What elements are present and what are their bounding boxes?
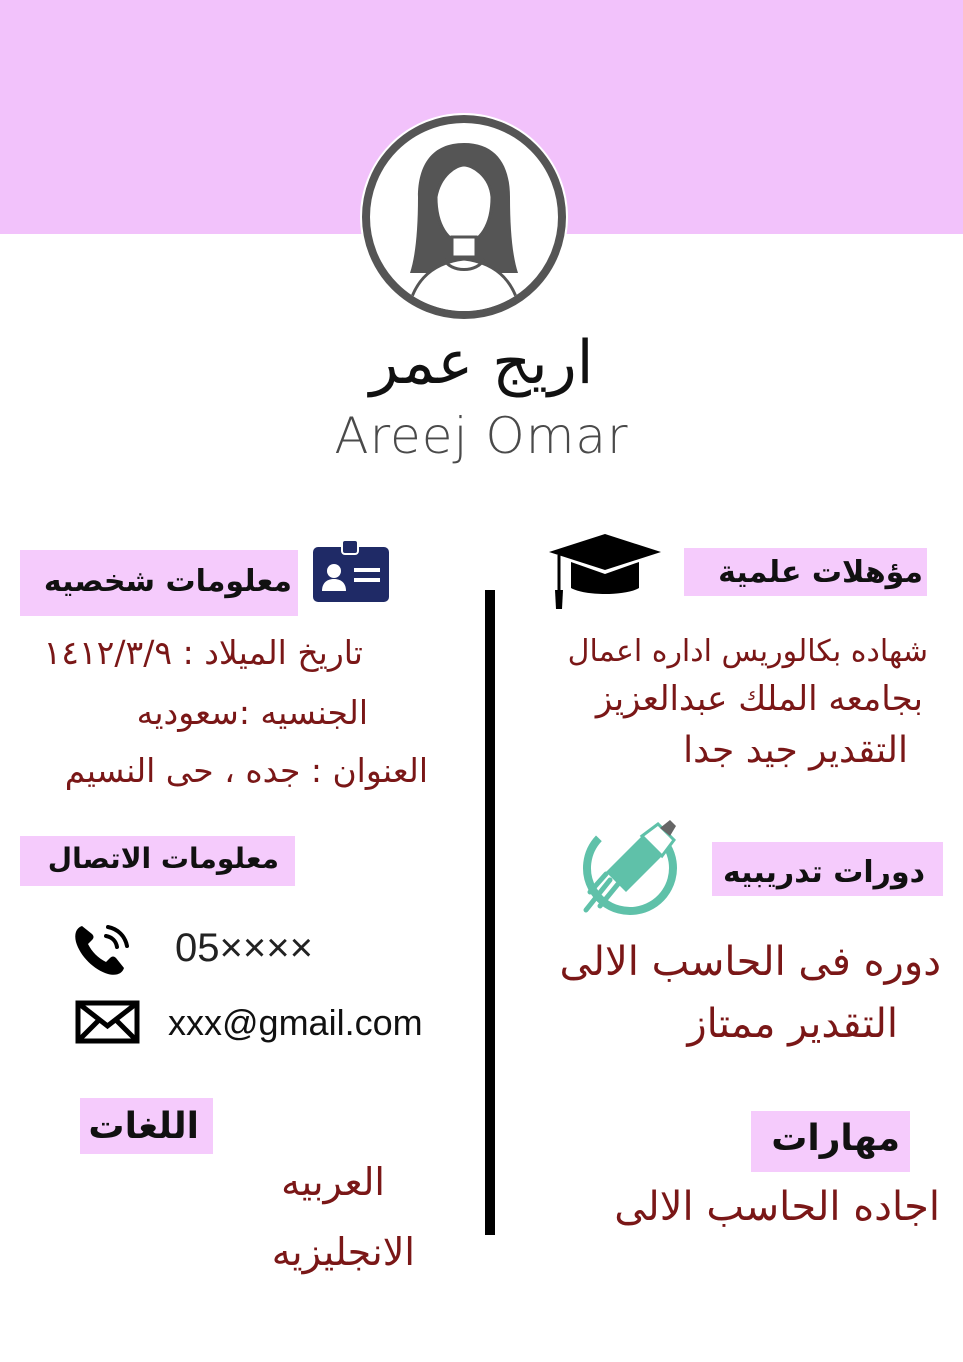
pencil-rocket-icon xyxy=(580,818,680,916)
id-card-icon xyxy=(312,536,390,604)
nationality: الجنسيه :سعوديه xyxy=(136,693,368,732)
courses-heading: دورات تدريبيه xyxy=(712,842,943,896)
phone-number: 05×××× xyxy=(175,926,313,970)
skills-heading: مهارات xyxy=(751,1111,910,1172)
name-english: Areej Omar xyxy=(334,407,629,465)
university-line: بجامعه الملك عبدالعزيز xyxy=(595,679,923,719)
languages-heading: اللغات xyxy=(80,1098,213,1154)
birth-date: تاريخ الميلاد : ١٤١٢/٣/٩ xyxy=(43,633,363,672)
course-grade: التقدير ممتاز xyxy=(687,1001,898,1047)
name-arabic: اريج عمر xyxy=(369,328,594,398)
envelope-icon xyxy=(75,1000,140,1044)
address: العنوان : جده ، حى النسيم xyxy=(64,751,428,790)
personal-info-heading: معلومات شخصيه xyxy=(20,550,298,616)
degree-line: شهاده بكالوريس اداره اعمال xyxy=(567,634,928,669)
qualifications-heading: مؤهلات علمية xyxy=(684,548,927,596)
graduation-cap-icon xyxy=(545,532,663,612)
column-divider xyxy=(485,590,495,1235)
language-english: الانجليزيه xyxy=(271,1230,415,1274)
email-address: xxx@gmail.com xyxy=(168,1002,423,1043)
contact-info-heading: معلومات الاتصال xyxy=(20,836,295,886)
skill-item: اجاده الحاسب الالى xyxy=(614,1184,940,1230)
language-arabic: العربيه xyxy=(281,1160,385,1204)
phone-icon xyxy=(72,922,132,978)
course-name: دوره فى الحاسب الالى xyxy=(559,939,941,985)
degree-grade: التقدير جيد جدا xyxy=(683,730,908,771)
profile-photo xyxy=(360,113,568,321)
woman-avatar-icon xyxy=(360,113,568,321)
